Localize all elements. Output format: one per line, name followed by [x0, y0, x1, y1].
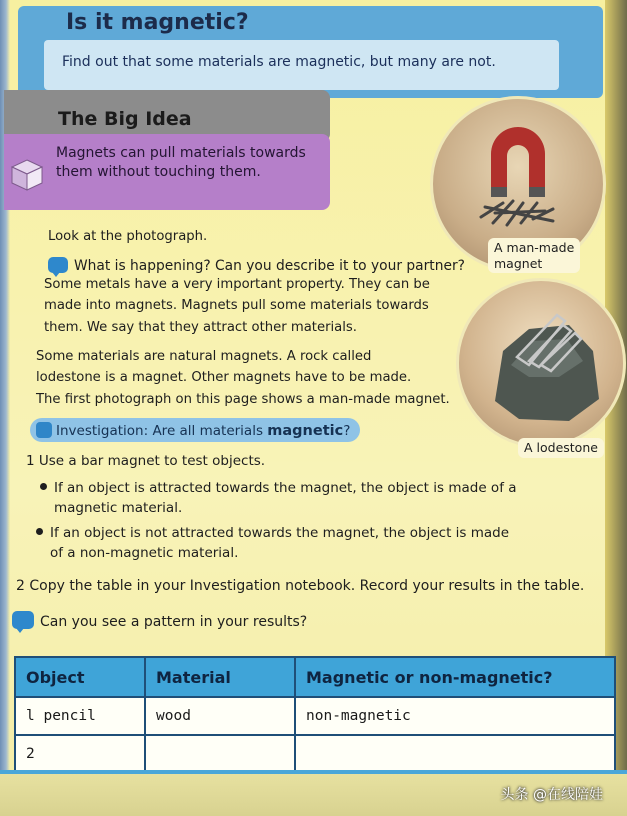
cube-icon — [10, 158, 44, 192]
big-idea-heading: The Big Idea — [58, 108, 192, 130]
bullet-attracted-line1: If an object is attracted towards the magnet, the object is made of a — [54, 480, 517, 496]
discussion-question-text: What is happening? Can you describe it to your partner? — [74, 258, 465, 274]
bullet-not-attracted — [36, 524, 536, 563]
bullet-icon — [36, 528, 43, 535]
look-instruction: Look at the photograph. — [48, 229, 208, 244]
big-idea-statement-line2: them without touching them. — [56, 163, 261, 180]
table-cell-object: l pencil — [15, 697, 145, 735]
bullet-attracted — [40, 479, 540, 518]
table-row — [15, 735, 615, 773]
table-cell-magnetic: non-magnetic — [295, 697, 615, 735]
paragraph-lodestone-line1: Some materials are natural magnets. A rock called — [36, 349, 372, 364]
column-header-magnetic: Magnetic or non-magnetic? — [295, 657, 615, 697]
paragraph-lodestone-line2: lodestone is a magnet. Other magnets have to be made. — [36, 370, 412, 386]
pattern-question-text: Can you see a pattern in your results? — [40, 614, 308, 630]
table-cell-object: 2 — [15, 735, 145, 773]
paragraph-lodestone — [36, 346, 450, 410]
results-table — [14, 656, 616, 774]
lodestone-photo — [456, 278, 626, 448]
bullet-icon — [40, 483, 47, 490]
investigation-heading-text: Investigation: Are all materials — [56, 423, 268, 439]
speech-bubble-icon — [48, 257, 68, 273]
watermark: 头条 @在线陪娃 — [500, 787, 603, 803]
man-made-magnet-label — [488, 238, 580, 273]
speech-bubble-icon — [12, 611, 34, 629]
paragraph-metals-line3: them. We say that they attract other materials. — [44, 319, 357, 335]
page-title: Is it magnetic? — [66, 10, 249, 35]
paragraph-metals — [44, 274, 430, 338]
investigation-heading-bold: magnetic — [267, 423, 344, 439]
column-header-material: Material — [145, 657, 295, 697]
table-header-row — [15, 657, 615, 697]
man-made-magnet-label-line1: A man-made — [494, 240, 575, 255]
paragraph-metals-line2: made into magnets. Magnets pull some materials towards — [44, 298, 429, 314]
pattern-question — [12, 611, 307, 630]
investigation-heading-end: ? — [343, 423, 351, 439]
man-made-magnet-label-line2: magnet — [494, 255, 543, 271]
table-cell-magnetic — [295, 735, 615, 773]
big-idea-statement — [56, 144, 324, 182]
bullet-not-attracted-line1: If an object is not attracted towards the magnet, the object is made — [50, 525, 510, 541]
table-row — [15, 697, 615, 735]
paragraph-metals-line1: Some metals have a very important property. They can be — [44, 277, 430, 292]
page-subtitle: Find out that some materials are magnetic, but many are not. — [62, 54, 496, 70]
bullet-not-attracted-line2: of a non-magnetic material. — [50, 544, 239, 561]
step-2: 2 Copy the table in your Investigation notebook. Record your results in the table. — [16, 578, 585, 594]
hand-icon — [36, 422, 52, 438]
big-idea-statement-line1: Magnets can pull materials towards — [56, 145, 306, 161]
investigation-heading — [56, 423, 350, 439]
table-cell-material — [145, 735, 295, 773]
bullet-attracted-line2: magnetic material. — [54, 499, 183, 516]
paragraph-lodestone-line3: The first photograph on this page shows a man-made magnet. — [36, 391, 450, 407]
column-header-object: Object — [15, 657, 145, 697]
step-1: 1 Use a bar magnet to test objects. — [26, 453, 266, 469]
lodestone-icon — [459, 281, 623, 445]
table-cell-material: wood — [145, 697, 295, 735]
lodestone-label: A lodestone — [518, 438, 604, 458]
